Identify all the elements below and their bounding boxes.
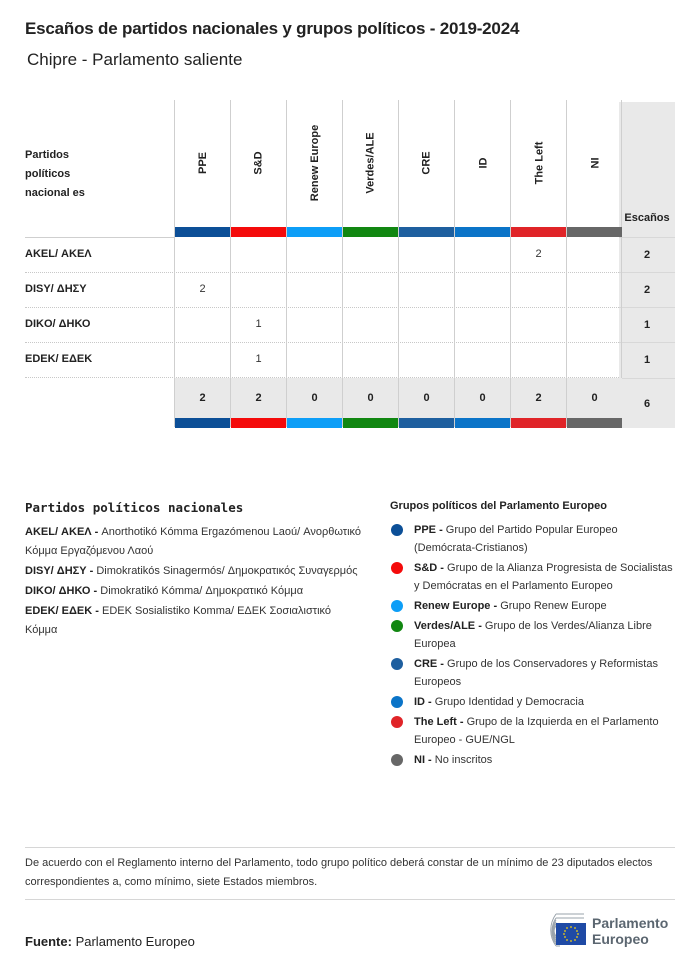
seat-cell [175, 342, 230, 376]
groups-legend [390, 500, 680, 771]
group-legend-item [390, 597, 680, 615]
color-dot-icon [391, 562, 403, 574]
groups-legend-title: Grupos políticos del Parlamento Europeo [390, 500, 607, 512]
group-color-bar [399, 227, 454, 237]
group-column-header: PPE [196, 151, 209, 174]
column-total: 0 [311, 392, 318, 404]
seat-cell [231, 237, 286, 271]
logo-line-1: Parlamento [592, 915, 669, 931]
group-description: Grupo de los Conservadores y Reformistas Europeos [414, 658, 658, 688]
group-description: Grupo de la Izquierda en el Parlamento Europeo - GUE/NGL [414, 716, 659, 746]
row-total: 2 [619, 237, 675, 271]
footnote: De acuerdo con el Reglamento interno del Parlamento, todo grupo político deberá constar de un mínimo de 23 diputados electos correspondientes a, como mínimo, siete Estados miembros. [25, 857, 653, 888]
group-abbr: Renew Europe - [414, 600, 498, 612]
national-parties-legend [25, 500, 365, 641]
parliament-logo [520, 910, 680, 950]
group-color-bar [175, 227, 230, 237]
group-color-bar [567, 418, 622, 428]
group-color-bar [287, 418, 342, 428]
row-total: 1 [619, 307, 675, 341]
column-total: 0 [367, 392, 374, 404]
party-name: EDEK/ ΕΔΕΚ [25, 353, 93, 365]
party-abbr: EDEK/ ΕΔΕΚ - [25, 605, 99, 617]
color-dot-icon [391, 620, 403, 632]
seat-cell [399, 272, 454, 306]
group-column [566, 100, 622, 427]
seat-cell [287, 342, 342, 376]
row-header-label: Partidos políticos nacional es [25, 149, 85, 199]
logo-text [592, 915, 668, 947]
column-total: 2 [535, 392, 542, 404]
group-column-header: The Left [533, 141, 545, 184]
group-color-bar [399, 418, 454, 428]
seat-cell [567, 272, 622, 306]
group-color-bar [511, 227, 566, 237]
group-abbr: CRE - [414, 658, 444, 670]
group-description: Grupo del Partido Popular Europeo (Demócrata-Cristianos) [414, 524, 618, 554]
color-dot-icon [391, 754, 403, 766]
party-name: DISY/ ΔΗΣΥ [25, 283, 87, 295]
seat-cell [567, 237, 622, 271]
seat-cell [287, 237, 342, 271]
group-color-bar [343, 227, 398, 237]
seat-cell [455, 342, 510, 376]
group-column [398, 100, 454, 427]
color-dot-icon [391, 716, 403, 728]
group-abbr: Verdes/ALE - [414, 620, 482, 632]
page-subtitle: Chipre - Parlamento saliente [27, 50, 243, 69]
group-color-bar [343, 418, 398, 428]
party-abbr: AKEL/ ΑΚΕΛ - [25, 526, 99, 538]
seat-cell [567, 307, 622, 341]
seat-cell [399, 342, 454, 376]
group-color-bar [567, 227, 622, 237]
group-legend-item [390, 655, 680, 691]
seat-cell [175, 237, 230, 271]
seat-cell [343, 237, 398, 271]
source-label: Fuente: [25, 934, 72, 949]
seat-cell [511, 307, 566, 341]
group-abbr: S&D - [414, 562, 444, 574]
seat-cell [287, 272, 342, 306]
group-column [230, 100, 286, 427]
seats-table [25, 100, 675, 430]
column-total: 0 [423, 392, 430, 404]
group-description: Grupo de la Alianza Progresista de Socialistas y Demócratas en el Parlamento Europeo [414, 562, 673, 592]
logo-line-2: Europeo [592, 931, 649, 947]
group-color-bar [231, 227, 286, 237]
national-party-legend-item [25, 602, 365, 640]
column-total: 2 [255, 392, 262, 404]
seat-cell [399, 237, 454, 271]
seat-cell [455, 272, 510, 306]
group-column [454, 100, 510, 427]
color-dot-icon [391, 600, 403, 612]
group-legend-item [390, 713, 680, 749]
group-color-bar [231, 418, 286, 428]
color-dot-icon [391, 658, 403, 670]
party-name: DIKO/ ΔΗΚΟ [25, 318, 91, 330]
seat-cell: 2 [535, 248, 542, 260]
group-column-header: CRE [420, 150, 433, 175]
party-description: Dimokratikó Kómma/ Δημοκρατικό Κόμμα [100, 585, 304, 597]
divider [25, 847, 675, 848]
seat-cell [231, 272, 286, 306]
seat-cell [567, 342, 622, 376]
group-description: Grupo de los Verdes/Alianza Libre Europea [414, 620, 652, 650]
seat-cell [511, 272, 566, 306]
national-party-legend-item [25, 523, 365, 561]
group-legend-item [390, 693, 680, 711]
source-value: Parlamento Europeo [75, 934, 195, 949]
group-description: Grupo Renew Europe [500, 600, 607, 612]
national-party-legend-item [25, 562, 365, 581]
color-dot-icon [391, 696, 403, 708]
group-abbr: ID - [414, 696, 432, 708]
group-column-header: NI [589, 157, 601, 168]
group-column [286, 100, 342, 427]
seat-cell [175, 307, 230, 341]
column-total: 2 [199, 392, 206, 404]
group-color-bar [455, 418, 510, 428]
group-column-header: Renew Europe [309, 124, 321, 201]
group-legend-item [390, 617, 680, 653]
group-color-bar [511, 418, 566, 428]
seat-cell [343, 272, 398, 306]
party-abbr: DISY/ ΔΗΣΥ - [25, 565, 94, 577]
group-column-header: S&D [252, 150, 265, 175]
page-title: Escaños de partidos nacionales y grupos políticos - 2019-2024 [25, 19, 520, 38]
party-description: EDEK Sosialistiko Komma/ ΕΔΕΚ Σοσιαλιστικό Κόμμα [25, 605, 332, 636]
seat-cell: 1 [255, 318, 262, 330]
group-column-header: ID [477, 157, 489, 168]
party-description: Anorthotikó Kómma Ergazómenou Laoú/ Ανορθωτικό Κόμμα Εργαζόμενου Λαού [25, 526, 362, 557]
group-abbr: The Left - [414, 716, 464, 728]
seat-cell: 1 [255, 353, 262, 365]
seat-cell [343, 307, 398, 341]
group-legend-item [390, 751, 680, 769]
group-legend-item [390, 521, 680, 557]
group-legend-item [390, 559, 680, 595]
grand-total: 6 [619, 378, 675, 428]
party-abbr: DIKO/ ΔΗΚΟ - [25, 585, 98, 597]
group-color-bar [287, 227, 342, 237]
seat-cell [455, 237, 510, 271]
group-column [342, 100, 398, 427]
total-seats-header: Escaños [624, 212, 670, 224]
color-dot-icon [391, 524, 403, 536]
group-column [510, 100, 566, 427]
group-abbr: PPE - [414, 524, 443, 536]
seat-cell [287, 307, 342, 341]
divider [25, 899, 675, 900]
party-name: AKEL/ ΑΚΕΛ [25, 248, 92, 260]
seat-cell [399, 307, 454, 341]
group-color-bar [455, 227, 510, 237]
national-legend-title: Partidos políticos nacionales [25, 500, 244, 515]
group-description: Grupo Identidad y Democracia [434, 696, 584, 708]
national-party-legend-item [25, 582, 365, 601]
seat-cell [455, 307, 510, 341]
group-abbr: NI - [414, 754, 432, 766]
row-total: 1 [619, 342, 675, 376]
column-total: 0 [591, 392, 598, 404]
seat-cell [511, 342, 566, 376]
row-total: 2 [619, 272, 675, 306]
seat-cell: 2 [199, 283, 206, 295]
seat-cell [343, 342, 398, 376]
hemicycle-icon [520, 910, 592, 950]
total-seats-column [619, 102, 675, 428]
group-column-header: Verdes/ALE [365, 131, 378, 194]
group-description: No inscritos [434, 754, 493, 766]
party-description: Dimokratikós Sinagermós/ Δημοκρατικός Συναγερμός [96, 565, 358, 577]
column-total: 0 [479, 392, 486, 404]
group-column [174, 100, 230, 427]
source-line [25, 934, 195, 949]
group-color-bar [175, 418, 230, 428]
